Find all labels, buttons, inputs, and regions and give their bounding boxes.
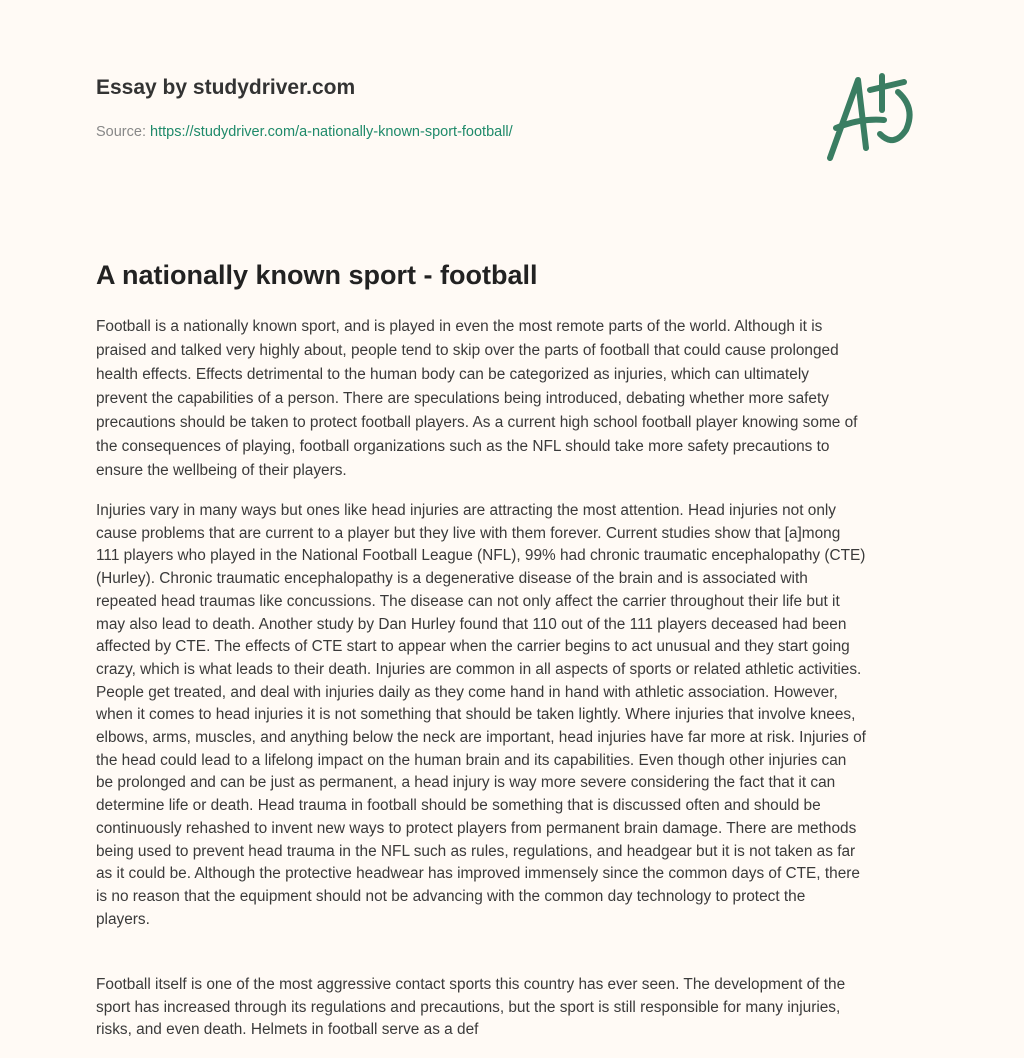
paragraph-line: the head could lead to a lifelong impact on the human brain and its capabilities. Even though other injuries can: [96, 751, 847, 769]
paragraph-line: People get treated, and deal with injuries daily as they come hand in hand with athletic association. However,: [96, 683, 838, 701]
paragraph-1: [96, 315, 857, 483]
paragraph-line: players.: [96, 910, 150, 928]
paragraph-line: repeated head traumas like concussions. The disease can not only affect the carrier throughout their life but it: [96, 592, 840, 610]
paragraph-line: (Hurley). Chronic traumatic encephalopathy is a degenerative disease of the brain and is associated with: [96, 570, 808, 588]
source-line: [96, 124, 513, 140]
paragraph-line: when it comes to head injuries it is not something that should be taken lightly. Where injuries that involve knees,: [96, 706, 856, 724]
paragraph-line: praised and talked very highly about, people tend to skip over the parts of football that could cause prolonged: [96, 342, 839, 359]
paragraph-line: Football is a nationally known sport, and is played in even the most remote parts of the world. Although it is: [96, 318, 823, 335]
paragraph-line: being used to prevent head trauma in the NFL such as rules, regulations, and headgear but it is not taken as far: [96, 842, 856, 860]
paragraph-line: the consequences of playing, football organizations such as the NFL should take more safety precautions to: [96, 438, 830, 455]
paragraph-2: [96, 500, 866, 931]
site-title: Essay by studydriver.com: [96, 76, 356, 99]
paragraph-line: sport has increased through its regulations and precautions, but the sport is still responsible for many injuries,: [96, 998, 841, 1016]
paragraph-line: prevent the capabilities of a person. There are speculations being introduced, debating whether more safety: [96, 390, 829, 407]
paragraph-line: may also lead to death. Another study by Dan Hurley found that 110 out of the 111 players deceased had been: [96, 615, 847, 633]
paragraph-line: risks, and even death. Helmets in football serve as a def: [96, 1021, 479, 1038]
paragraph-line: as it could be. Although the protective headwear has improved immensely since the common days of CTE, there: [96, 865, 860, 883]
source-link[interactable]: https://studydriver.com/a-nationally-known-sport-football/: [150, 124, 513, 140]
paragraph-line: 111 players who played in the National Football League (NFL), 99% had chronic traumatic encephalopathy (CTE): [96, 547, 866, 565]
paragraph-line: crazy, which is what leads to their death. Injuries are common in all aspects of sports or related athletic activities.: [96, 660, 862, 678]
paragraph-3: [96, 974, 845, 1042]
paragraph-line: Football itself is one of the most aggressive contact sports this country has ever seen. The development of the: [96, 976, 846, 993]
paragraph-line: precautions should be taken to protect football players. As a current high school football player knowing some of: [96, 414, 858, 431]
paragraph-line: cause problems that are current to a player but they live with them forever. Current studies show that [a]mong: [96, 524, 841, 542]
article-title: A nationally known sport - football: [96, 260, 538, 290]
paragraph-line: ensure the wellbeing of their players.: [96, 462, 347, 479]
paragraph-line: be prolonged and can be just as permanent, a head injury is way more severe considering the fact that it can: [96, 774, 836, 792]
paragraph-line: Injuries vary in many ways but ones like head injuries are attracting the most attention. Head injuries not only: [96, 502, 836, 519]
paragraph-line: health effects. Effects detrimental to the human body can be categorized as injuries, which can ultimately: [96, 366, 809, 383]
paragraph-line: elbows, arms, muscles, and anything below the neck are important, head injuries have far more at risk. Injuries of: [96, 729, 866, 747]
paragraph-line: affected by CTE. The effects of CTE start to appear when the carrier begins to act unusual and they start going: [96, 638, 850, 656]
paragraph-line: is no reason that the equipment should not be advancing with the common day technology to protect the: [96, 887, 806, 905]
paragraph-line: determine life or death. Head trauma in football should be something that is discussed often and should be: [96, 797, 821, 815]
source-label: Source:: [96, 124, 146, 140]
paragraph-line: continuously rehashed to invent new ways to protect players from permanent brain damage. There are methods: [96, 819, 857, 837]
a-plus-logo-icon: [820, 68, 930, 168]
